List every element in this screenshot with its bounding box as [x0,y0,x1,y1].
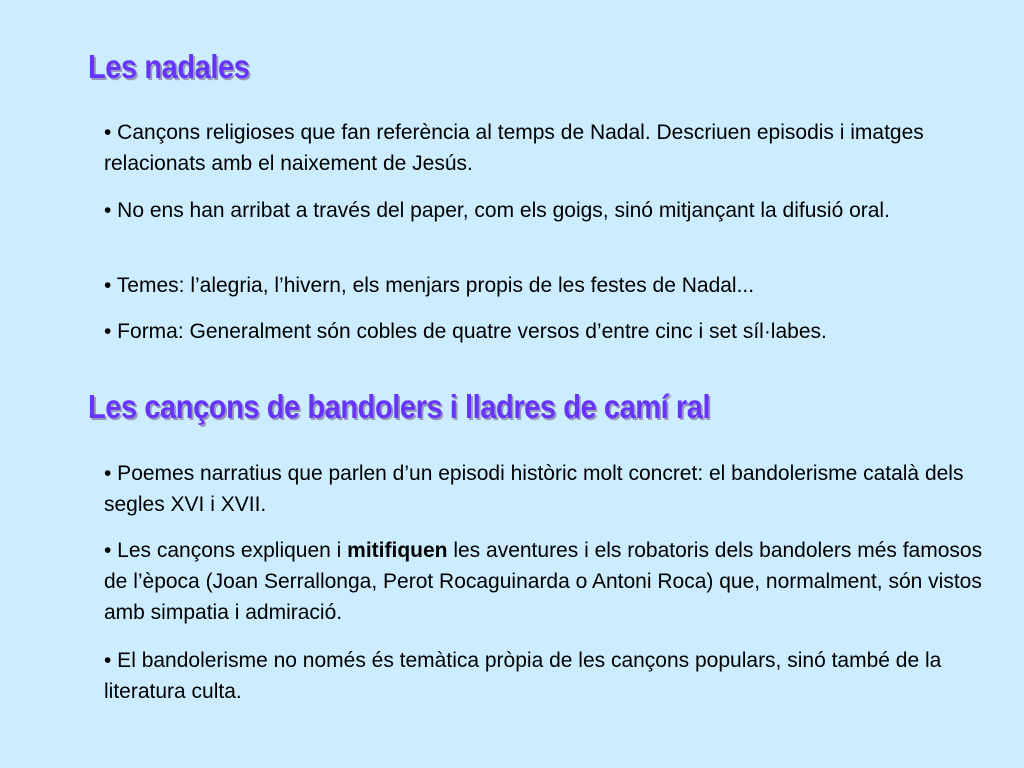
bandolers-bullet-2-start: • Les cançons expliquen i [104,539,348,562]
nadales-bullet-4: • Forma: Generalment són cobles de quatre versos d’entre cinc i set síl·labes. [104,320,827,343]
nadales-bullet-2: • No ens han arribat a través del paper, com els goigs, sinó mitjançant la difusió oral. [104,199,890,222]
bandolers-bullet-2-bold: mitifiquen [347,539,448,562]
bandolers-bullet-2-end: les aventures i els robatoris dels bandolers més famosos de l’època (Joan Serrallonga, Perot Rocaguinarda o Antoni Roca) que, normalment, són vistos amb simpatia i admiració. [104,539,983,624]
nadales-bullet-3: • Temes: l’alegria, l’hivern, els menjars propis de les festes de Nadal... [104,274,755,297]
bandolers-bullet-1: • Poemes narratius que parlen d’un episodi històric molt concret: el bandolerisme català dels segles XVI i XVII. [104,462,964,516]
nadales-bullet-1: • Cançons religioses que fan referència al temps de Nadal. Descriuen episodis i imatges relacionats amb el naixement de Jesús. [104,121,924,175]
bandolers-bullet-2 [104,535,1004,628]
section-title-nadales: Les nadales [88,48,250,85]
section-title-bandolers: Les cançons de bandolers i lladres de camí ral [88,388,711,425]
bandolers-bullet-3: • El bandolerisme no només és temàtica pròpia de les cançons populars, sinó també de la literatura culta. [104,649,942,703]
